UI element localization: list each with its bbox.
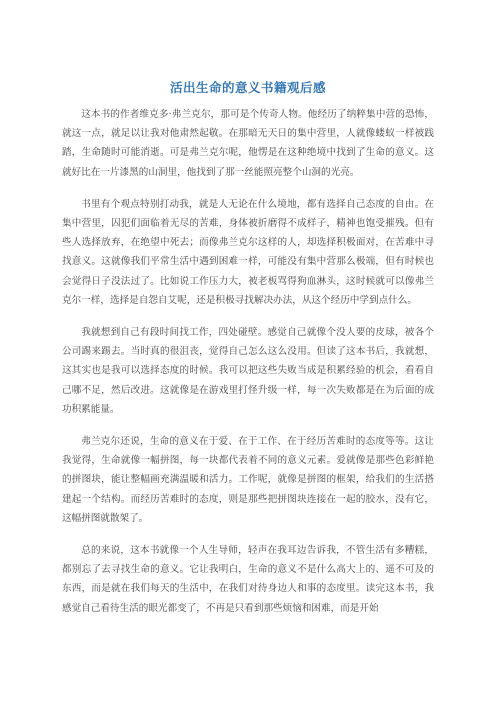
- document-title: 活出生命的意义书籍观后感: [169, 80, 326, 95]
- paragraph-4: 弗兰克尔还说，生命的意义在于爱、在于工作、在于经历苦难时的态度等等。这让我觉得，生命就像一幅拼图，每一块都代表着不同的意义元素。爱就像是那些色彩鲜艳的拼图块，能让整幅画充满温暖和活力。工作呢，就像是拼图的框架，给我们的生活搭建起一个结构。而经历苦难时的态度，则是那些把拼图块连接在一起的胶水，没有它，这幅拼图就散架了。: [62, 436, 434, 524]
- paragraph-1: 这本书的作者维克多·弗兰克尔，那可是个传奇人物。他经历了纳粹集中营的恐怖，就这一点，就足以让我对他肃然起敬。在那暗无天日的集中营里，人就像蝼蚁一样被践踏，生命随时可能消逝。可是弗兰克尔呢，他愣是在这种绝境中找到了生命的意义。这就好比在一片漆黑的山洞里，他找到了那一丝能照亮整个山洞的光亮。: [62, 109, 434, 178]
- paragraph-3: 我就想到自己有段时间找工作，四处碰壁。感觉自己就像个没人要的皮球，被各个公司踢来踢去。当时真的很沮丧，觉得自己怎么这么没用。但读了这本书后，我就想，这其实也是我可以选择态度的时候。我可以把这些失败当成是积累经验的机会，看看自己哪不足，然后改进。这就像是在游戏里打怪升级一样，每一次失败都是在为后面的成功积累能量。: [62, 327, 434, 415]
- paragraph-2: 书里有个观点特别打动我，就是人无论在什么境地，都有选择自己态度的自由。在集中营里，囚犯们面临着无尽的苦难，身体被折磨得不成样子，精神也饱受摧残。但有些人选择放弃，在绝望中死去；而像弗兰克尔这样的人，却选择积极面对，在苦难中寻找意义。这就像我们平常生活中遇到困难一样，可能没有集中营那么极端，但有时候也会觉得日子没法过了。比如说工作压力大，被老板骂得狗血淋头，这时候就可以像弗兰克尔一样，选择是自怨自艾呢，还是积极寻找解决办法，从这个经历中学到点什么。: [62, 198, 434, 306]
- paragraph-5: 总的来说，这本书就像一个人生导师，轻声在我耳边告诉我，不管生活有多糟糕，都别忘了去寻找生命的意义。它让我明白，生命的意义不是什么高大上的、遥不可及的东西，而是就在我们每天的生活中，在我们对待身边人和事的态度里。读完这本书，我感觉自己看待生活的眼光都变了，不再是只看到那些烦恼和困难，而是开始: [62, 545, 434, 614]
